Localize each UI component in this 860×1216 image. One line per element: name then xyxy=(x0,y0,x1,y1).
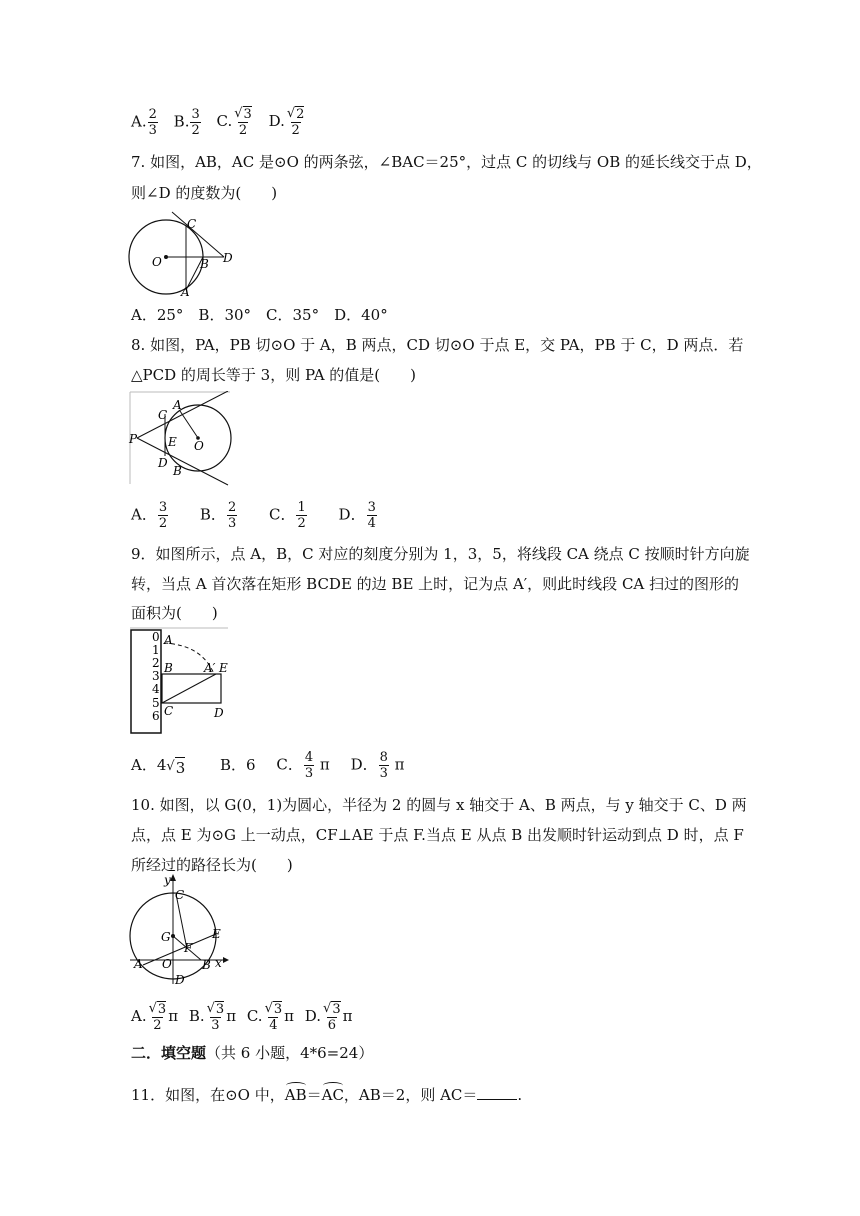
q10-label-f: F xyxy=(184,941,193,955)
q8-label-b: B xyxy=(173,464,182,478)
q7-figure xyxy=(126,210,246,300)
q7-label-o: O xyxy=(152,255,162,269)
q7-stem-line1: 7. 如图，AB，AC 是⊙O 的两条弦，∠BAC＝25°，过点 C 的切线与 OB 的延长线交于点 D， xyxy=(131,153,762,171)
q9-option-c: C． $\frac{4}{3}$ π xyxy=(276,750,330,781)
q9-label-aprime: A′ xyxy=(204,661,216,675)
q10-label-o: O xyxy=(162,957,172,971)
q6-option-a: A. $\frac{2}{3}$ xyxy=(131,106,157,138)
q10-figure xyxy=(128,872,236,990)
q10-label-x: x xyxy=(215,956,222,970)
q9-tick-2: 2 xyxy=(152,656,160,670)
q8-figure xyxy=(128,391,238,486)
q9-label-c: C xyxy=(164,704,174,718)
q10-label-a: A xyxy=(134,957,143,971)
q6-options xyxy=(131,106,316,138)
q6-option-d: D. √ 2 2 xyxy=(268,106,305,138)
q10-stem-line2: 点，点 E 为⊙G 上一动点，CF⊥AE 于点 F.当点 E 从点 B 出发顺时针运动到点 D 时，点 F xyxy=(131,826,744,844)
q10-option-d: D. √ 3 6 π xyxy=(304,1001,353,1033)
q9-label-b: B xyxy=(164,661,173,675)
q10-label-g: G xyxy=(161,930,171,944)
q8-label-d: D xyxy=(158,456,168,470)
q9-stem-line2: 转，当点 A 首次落在矩形 BCDE 的边 BE 上时，记为点 A′，则此时线段 CA 扫过的图形的 xyxy=(131,575,740,593)
q9-tick-6: 6 xyxy=(152,709,160,723)
q8-option-a: A． $\frac{3}{2}$ xyxy=(131,500,168,531)
q10-options xyxy=(131,1001,362,1033)
q7-stem-line2: 则∠D 的度数为( ) xyxy=(131,184,278,202)
q10-label-b: B xyxy=(202,958,211,972)
q9-tick-5: 5 xyxy=(152,696,160,710)
q10-label-y: y xyxy=(164,873,171,887)
q11-answer-blank[interactable] xyxy=(477,1099,517,1100)
q7-label-a: A xyxy=(181,285,190,299)
q6-option-c: C. √ 3 2 xyxy=(216,106,252,138)
q10-stem-line1: 10. 如图，以 G(0，1)为圆心，半径为 2 的圆与 x 轴交于 A、B 两点，与 y 轴交于 C、D 两 xyxy=(131,796,747,814)
q8-label-e: E xyxy=(168,435,177,449)
q7-label-d: D xyxy=(223,251,233,265)
q10-option-c: C. √ 3 4 π xyxy=(246,1001,294,1033)
q8-option-c: C． $\frac{1}{2}$ xyxy=(269,500,306,531)
q9-label-a: A xyxy=(164,633,173,647)
section-2-note: （共 6 小题，4*6=24） xyxy=(206,1044,374,1062)
q9-label-d: D xyxy=(214,706,224,720)
q9-options xyxy=(131,750,415,781)
q8-stem-line2: △PCD 的周长等于 3，则 PA 的值是( ) xyxy=(131,366,417,384)
q6-option-b: B. $\frac{3}{2}$ xyxy=(173,106,200,138)
q8-label-a: A xyxy=(173,398,182,412)
q8-label-c: C xyxy=(158,408,168,422)
q8-stem-line1: 8. 如图，PA，PB 切⊙O 于 A，B 两点，CD 切⊙O 于点 E，交 PA，PB 于 C，D 两点．若 xyxy=(131,336,744,354)
q8-option-d: D． $\frac{3}{4}$ xyxy=(338,500,376,531)
section-2-heading xyxy=(131,1043,373,1063)
q10-label-d: D xyxy=(175,973,185,987)
q10-label-c: C xyxy=(175,888,185,902)
q10-option-b: B. √ 3 3 π xyxy=(188,1001,237,1033)
q9-tick-0: 0 xyxy=(152,630,160,644)
q9-tick-1: 1 xyxy=(152,643,160,657)
q11-arc-ac: AC xyxy=(321,1086,344,1104)
q8-label-p: P xyxy=(129,432,138,446)
q7-label-b: B xyxy=(200,257,209,271)
q9-stem-line1: 9．如图所示，点 A，B，C 对应的刻度分别为 1，3，5，将线段 CA 绕点 C 按顺时针方向旋 xyxy=(131,545,750,563)
q11-arc-ab: AB xyxy=(284,1086,307,1104)
section-2-title: 二．填空题 xyxy=(131,1044,207,1062)
q8-label-o: O xyxy=(194,439,204,453)
q9-ruler-ticks xyxy=(152,630,160,723)
q10-option-a: A. √ 3 2 π xyxy=(131,1001,179,1033)
q8-option-b: B． $\frac{2}{3}$ xyxy=(199,500,237,531)
q8-options xyxy=(131,500,388,531)
q9-tick-4: 4 xyxy=(152,682,160,696)
q9-stem-line3: 面积为( ) xyxy=(131,604,218,622)
q7-label-c: C xyxy=(187,217,197,231)
q9-tick-3: 3 xyxy=(152,669,160,683)
q11-stem: 11．如图，在⊙O 中，AB＝AC，AB＝2，则 AC＝ . xyxy=(131,1086,523,1104)
q9-option-b: B．6 xyxy=(220,755,256,774)
q10-stem-line3: 所经过的路径长为( ) xyxy=(131,856,293,874)
q9-label-e: E xyxy=(219,661,228,675)
q10-label-e: E xyxy=(212,927,221,941)
q9-option-a: A．4 √ 3 xyxy=(131,755,186,777)
q9-option-d: D． $\frac{8}{3}$ π xyxy=(350,750,405,781)
q7-options: A．25° B．30° C．35° D．40° xyxy=(131,306,388,324)
q9-figure xyxy=(128,627,233,737)
